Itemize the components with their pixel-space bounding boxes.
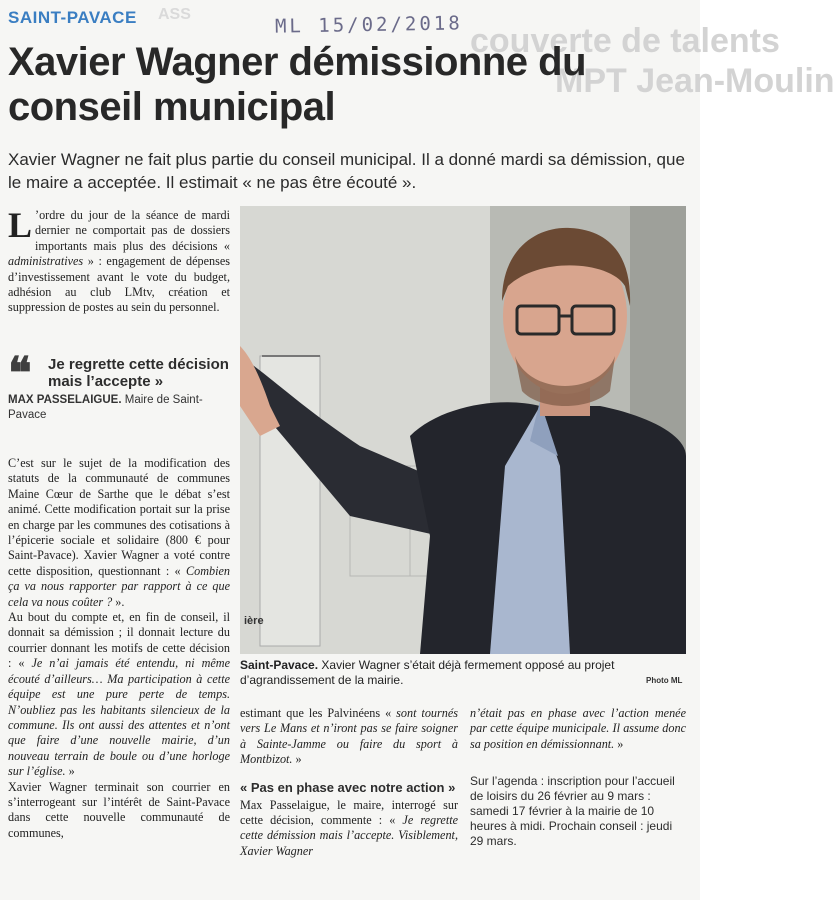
column-2 — [240, 706, 458, 859]
column-2-paragraph-1: estimant que les Palvinéens « sont tournés vers Le Mans et n’iront pas se faire soigner à Sainte-Jamme ou faire du sport à Montbizot. » — [240, 706, 458, 767]
ghost-text-asso: ASS — [158, 6, 191, 23]
section-rubric: SAINT-PAVACE — [8, 8, 137, 27]
paragraph-1: L ’ordre du jour de la séance de mardi dernier ne comportait pas de dossiers importants mais plus des décisions « administratives » : engagement de dépenses d’investissement avant le vote du budget, adhésion au club LMtv, création et suppression de postes au sein du personnel. — [8, 205, 230, 315]
handwritten-date-stamp: ML 15/02/2018 — [274, 12, 463, 38]
article-headline: Xavier Wagner démissionne du conseil municipal — [8, 40, 587, 129]
paragraph-3: Au bout du compte et, en fin de conseil, il donnait sa démission ; il donnait lecture du courrier donnant les motifs de cette décision : « Je n’ai jamais été entendu, ni même écouté d’ailleurs… Ma participation à cette équipe est une pure perte de temps. N’oubliez pas les habitants silencieux de la commune. Ils ont aussi des attentes et n’ont que faire d’une nouvelle mairie, d’un nouveau terrain de boule ou d’une horloge sur l’église. » — [8, 610, 230, 779]
photo-credit: Photo ML — [646, 676, 683, 685]
pull-quote — [8, 349, 230, 423]
subheading: « Pas en phase avec notre action » — [240, 779, 456, 795]
drop-cap: L — [8, 205, 33, 245]
column-3-paragraph-1: n’était pas en phase avec l’action menée par cette équipe municipale. Il assume donc sa position en démissionnant. » — [470, 706, 686, 751]
column-3 — [470, 706, 686, 849]
pull-quote-text: Je regrette cette décision mais l’accepte » — [48, 356, 229, 390]
photo-sign-text: ière — [244, 615, 264, 627]
photo-xavier-wagner — [240, 206, 686, 654]
column-2-paragraph-2: Max Passelaigue, le maire, interrogé sur cette décision, commente : « Je regrette cette démission mais l’accepte. Visiblement, Xavier Wagner — [240, 797, 458, 858]
ghost-headline-neighbor-2: MPT Jean-Moulin — [555, 62, 835, 100]
quote-mark-icon: ❝ — [8, 349, 32, 398]
column-1-top — [8, 205, 230, 316]
article-photo — [240, 206, 686, 654]
pull-quote-author: MAX PASSELAIGUE. Maire de Saint-Pavace — [8, 394, 203, 421]
column-1-bottom — [8, 456, 230, 841]
photo-caption: Saint-Pavace. Xavier Wagner s’était déjà fermement opposé au projet d’agrandissement de la mairie. — [240, 658, 615, 687]
paragraph-2: C’est sur le sujet de la modification des statuts de la communauté de communes Maine Cœur de Sarthe que le débat s’est animé. Cette modification portait sur la prise en charge par les communes des cotisations à l’épicerie sociale et solidaire (800 € pour Saint-Pavace). Xavier Wagner a voté contre cette disposition, questionnant : « Combien ça va nous rapporter par rapport à ce que cela va nous coûter ? ». — [8, 456, 230, 609]
article-lead: Xavier Wagner ne fait plus partie du conseil municipal. Il a donné mardi sa démission, que le maire a acceptée. Il estimait « ne pas être écouté ». — [8, 150, 685, 192]
paragraph-4: Xavier Wagner terminait son courrier en s’interrogeant sur l’intérêt de Saint-Pavace dans cette nouvelle communauté de communes, — [8, 779, 230, 840]
ghost-headline-neighbor: couverte de talents — [470, 22, 780, 60]
agenda-note: Sur l’agenda : inscription pour l’accueil de loisirs du 26 février au 9 mars : samedi 17 février à la mairie de 10 heures à midi. Prochain conseil : jeudi 29 mars. — [470, 774, 675, 849]
